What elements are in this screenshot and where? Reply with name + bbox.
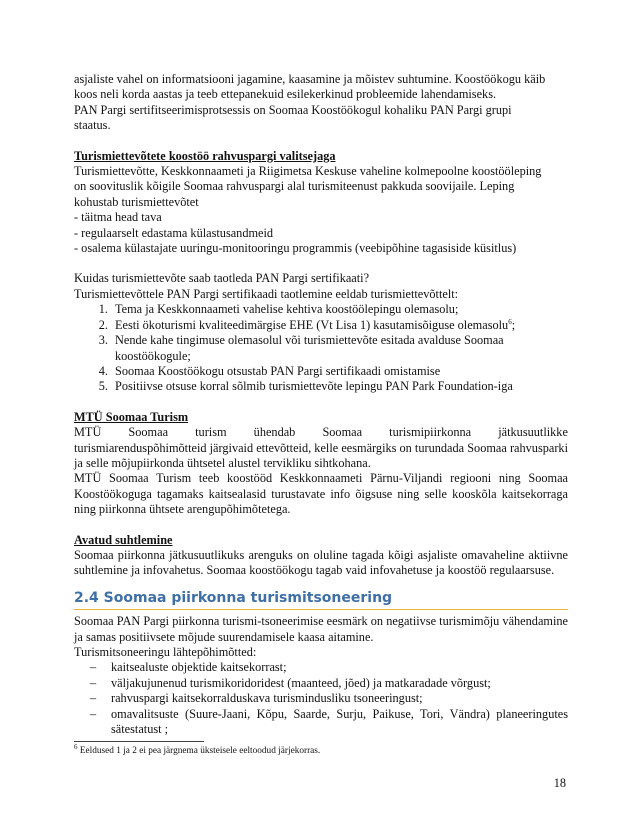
page-number: 18 (553, 776, 566, 790)
text-line: - täitma head tava (74, 210, 162, 225)
certification-list (74, 302, 568, 394)
section-lead: Turismitsoneeringu lähtepõhimõtted: (74, 645, 257, 659)
list-item: – rahvuspargi kaitsekorralduskava turismindusliku tsoneeringust; (90, 691, 423, 706)
intro-line: staatus. (74, 118, 111, 133)
list-item: – väljakujunenud turismikoridoridest (maanteed, jõed) ja matkaradade võrgust; (90, 675, 491, 690)
turismiettevotete-block (74, 149, 568, 257)
text-line: on soovituslik kõigile Soomaa rahvuspargi alal turismiteenust pakkuda soovijaile. Leping (74, 179, 515, 194)
text-line: - osalema külastajate uuringu-monitooringu programmis (veebipõhine tagasiside küsitlus) (74, 241, 517, 256)
mtu-paragraph: turismiarenduspõhimõtteid järgivaid ettevõtteid, kelle eesmärgiks on turundada Soomaa rahvusparki ja selle mõjupiirkonda ühtsetel alustel tervikliku sihtkohana. (74, 440, 568, 470)
list-item: 3. Nende kahe tingimuse olemasolul või turismiettevõte esitada avalduse Soomaa koostöökogule; (111, 333, 568, 364)
list-item: 5. Positiivse otsuse korral sõlmib turismiettevõte lepingu PAN Park Foundation-iga (111, 379, 568, 394)
mtu-block (74, 410, 568, 518)
footnote-divider (74, 741, 204, 742)
list-item: 1. Tema ja Keskkonnaameti vahelise kehtiva koostöölepingu olemasolu; (111, 302, 568, 317)
section-title: 2.4 Soomaa piirkonna turismitsoneering (74, 591, 568, 610)
intro-paragraph (74, 72, 568, 134)
document-body (74, 72, 568, 757)
list-item: 2. Eesti ökoturismi kvaliteedimärgise EHE (Vt Lisa 1) kasutamisõiguse olemasolu$^6$; (111, 318, 568, 333)
mtu-heading: MTÜ Soomaa Turism (74, 409, 189, 424)
intro-line: PAN Pargi sertifitseerimisprotsessis on Soomaa Koostöökogul kohaliku PAN Pargi grupi (74, 102, 512, 117)
text-line: - regulaarselt edastama külastusandmeid (74, 225, 274, 240)
certification-block (74, 271, 568, 394)
list-item: – kaitsealuste objektide kaitsekorrast; (90, 660, 287, 675)
list-item: – omavalitsuste (Suure-Jaani, Kõpu, Saarde, Surju, Paikuse, Tori, Vändra) planeeringutes sätestatust ; (90, 706, 568, 737)
avatud-paragraph: Soomaa piirkonna jätkusuutlikuks arenguks on oluline tagada kõigi asjaliste omavaheline aktiivne suhtlemine ja infovahetus. Soomaa koostöökogu tagab vaid infovahetuse ja koostöö regulaarsuse. (74, 547, 568, 578)
footnote: $^6$ Eeldused 1 ja 2 ei pea järgnema üksteisele eeltoodud järjekorras. (74, 743, 321, 757)
avatud-heading: Avatud suhtlemine (74, 532, 173, 547)
intro-line: asjaliste vahel on informatsiooni jagamine, kaasamine ja mõistev suhtumine. Koostöökogu käib (74, 72, 546, 86)
mtu-paragraph: MTÜ Soomaa Turism teeb koostööd Keskkonnaameti Pärnu-Viljandi regiooni ning Soomaa Koostöökoguga tagamaks kaitsealasid turustavate info õigsuse ning selle kooskõla kaitsekorraga ning piirkonna ühtsete arengupõhimõtetega. (74, 471, 568, 517)
certification-question: Kuidas turismiettevõte saab taotleda PAN Pargi sertifikaati? (74, 271, 370, 286)
avatud-block (74, 533, 568, 579)
text-line: kohustab turismiettevõtet (74, 194, 199, 209)
list-item: 4. Soomaa Koostöökogu otsustab PAN Pargi sertifikaadi omistamise (111, 364, 568, 379)
zoning-list (74, 660, 568, 737)
certification-lead: Turismiettevõttele PAN Pargi sertifikaadi taotlemine eeldab turismiettevõttelt: (74, 286, 459, 301)
footnote-mark: 6 (74, 743, 78, 752)
section-paragraph: Soomaa PAN Pargi piirkonna turismi-tsoneerimise eesmärk on negatiivse turismimõju vähendamine ja samas positiivsete mõjude suurendamisele kaasa aitamine. (74, 614, 568, 644)
footnote-ref[interactable]: 6 (508, 317, 512, 326)
text-line: Turismiettevõtte, Keskkonnaameti ja Riigimetsa Keskuse vaheline kolmepoolne koostööleping (74, 164, 542, 179)
turismiettevotete-heading: Turismiettevõtete koostöö rahvuspargi valitsejaga (74, 148, 336, 163)
mtu-first-line: MTÜ Soomaa turism ühendab Soomaa turismipiirkonna jätkusuutlikke (74, 425, 568, 440)
intro-line: koos neli korda aastas ja teeb ettepanekuid esilekerkinud probleemide lahendamiseks. (74, 87, 497, 102)
